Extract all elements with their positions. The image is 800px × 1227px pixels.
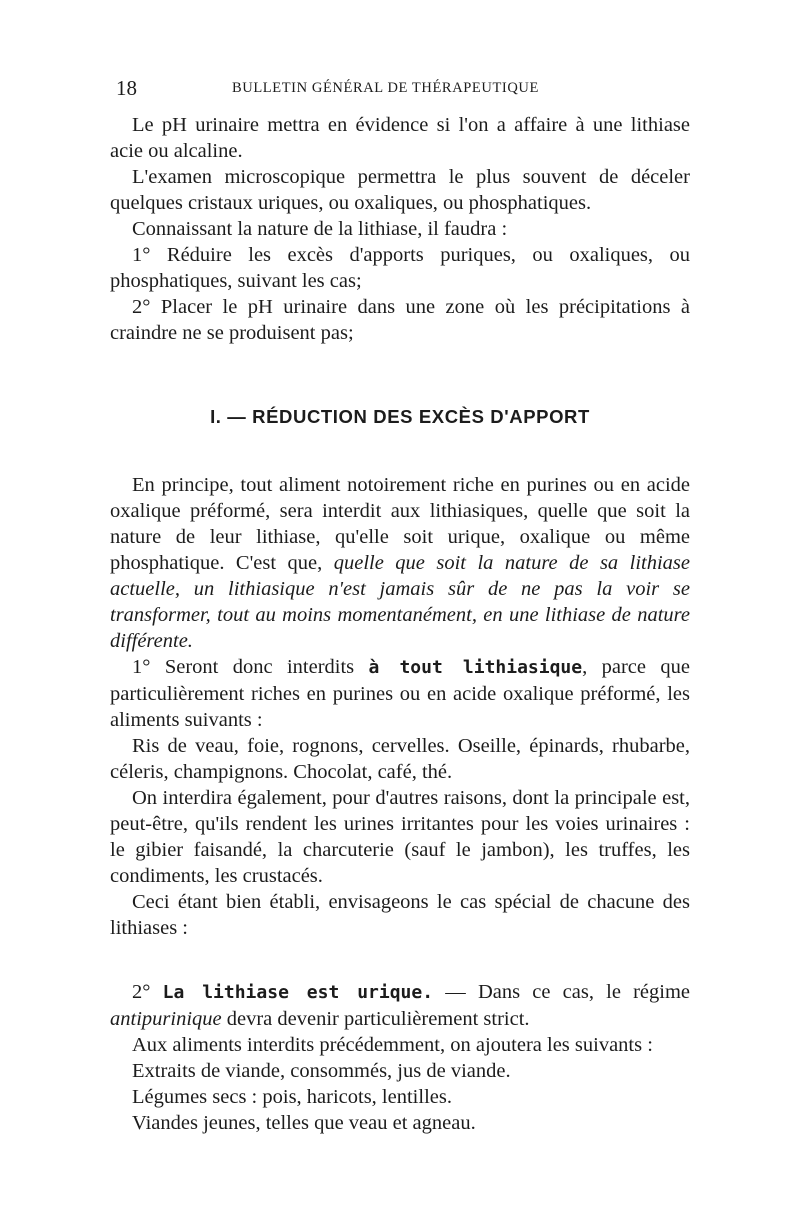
paragraph-microscope: L'examen microscopique permettra le plus souvent de déceler quelques cristaux uriques, ou oxaliques, ou phosphatiques. [110, 166, 690, 214]
item2-rest: devra devenir particulièrement strict. [221, 1008, 530, 1030]
item2-bold: La lithiase est urique. [162, 982, 434, 1003]
paragraph-step-2: 2° Placer le pH urinaire dans une zone où les précipitations à craindre ne se produisent pas; [110, 296, 690, 344]
section-title: RÉDUCTION DES EXCÈS D'APPORT [252, 406, 590, 427]
section-heading [110, 404, 690, 430]
page-header [116, 76, 696, 104]
item2-lead: 2° [132, 981, 163, 1003]
list-item: Extraits de viande, consommés, jus de viande. [132, 1060, 511, 1082]
paragraph-ph: Le pH urinaire mettra en évidence si l'on a affaire à une lithiase acie ou alcaline. [110, 114, 690, 162]
principle-italic: quelle que soit la nature de sa lithiase actuelle, un lithiasique n'est jamais sûr de ne pas la voir se transformer, tout au moins momentanément, en une lithiase de nature différente. [110, 552, 690, 652]
paragraph-principle [110, 472, 690, 654]
running-head: BULLETIN GÉNÉRAL DE THÉRAPEUTIQUE [232, 80, 539, 96]
paragraph-also: On interdira également, pour d'autres raisons, dont la principale est, peut-être, qu'ils rendent les urines irritantes pour les voies urinaires : le gibier faisandé, la charcuterie (sauf le jambon), les truffes, les condiments, les crustacés. [110, 787, 690, 887]
paragraph-established: Ceci étant bien établi, envisageons le cas spécial de chacune des lithiases : [110, 891, 690, 939]
item1-lead: 1° Seront donc interdits [132, 656, 369, 678]
item1-bold: à tout lithiasique [368, 657, 583, 678]
paragraph-step-1: 1° Réduire les excès d'apports puriques, ou oxaliques, ou phosphatiques, suivant les cas; [110, 244, 690, 292]
page-number: 18 [116, 76, 137, 100]
list-item: Viandes jeunes, telles que veau et agneau. [132, 1112, 476, 1134]
paragraph-item-2 [110, 979, 690, 1032]
item2-mid: — Dans ce cas, le régime [433, 981, 691, 1003]
paragraph-foods: Ris de veau, foie, rognons, cervelles. Oseille, épinards, rhubarbe, céleris, champignons. Chocolat, café, thé. [110, 735, 690, 783]
paragraph-additional: Aux aliments interdits précédemment, on ajoutera les suivants : [132, 1034, 653, 1056]
list-item: Légumes secs : pois, haricots, lentilles. [132, 1086, 452, 1108]
paragraph-nature: Connaissant la nature de la lithiase, il faudra : [132, 218, 508, 240]
item1-rest: , parce que particulièrement riches en purines ou en acide oxalique préformé, les aliments suivants : [110, 656, 690, 731]
item2-italic: antipurinique [110, 1008, 222, 1030]
section-number: I. — [210, 406, 253, 427]
principle-text: En principe, tout aliment notoirement riche en purines ou en acide oxalique préformé, sera interdit aux lithiasiques, quelle que soit la nature de leur lithiase, qu'elle soit urique, oxalique ou même phosphatique. C'est que, [110, 474, 690, 574]
paragraph-item-1 [110, 654, 690, 733]
page-body [110, 112, 690, 1136]
